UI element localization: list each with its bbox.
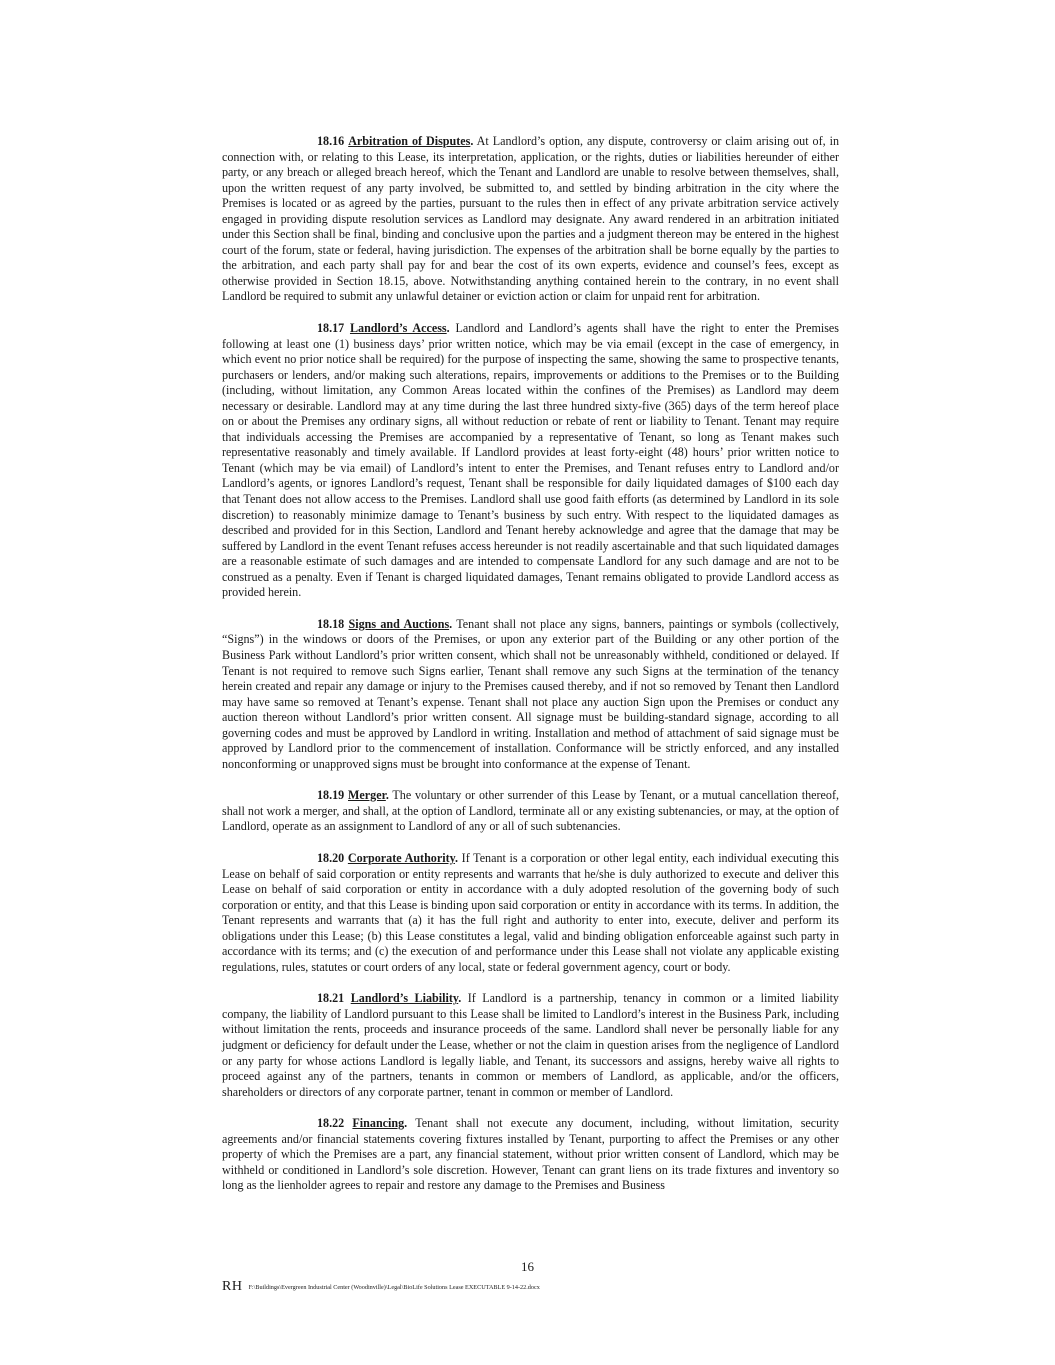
footer-file-path: F:\Buildings\Evergreen Industrial Center (Woodinville)\Legal\BioLife Solutions Lease EXECUTABLE 9-14-22.docx <box>248 1284 540 1291</box>
section-text: Tenant shall not execute any document, including, without limitation, security agreements and/or financial statements covering fixtures installed by Tenant, purporting to affect the Premises or any other property of which the Premises are a part, any financial statement, without prior written consent of Landlord, which may be withheld or conditioned in Landlord’s sole discretion. However, Tenant can grant liens on its trade fixtures and inventory so long as the lienholder agrees to repair and restore any damage to the Premises and Business <box>222 1116 840 1193</box>
section-number: 18.17 <box>317 321 345 336</box>
section-text: Landlord and Landlord’s agents shall have the right to enter the Premises following at least one (1) business days’ prior written notice, which may be via email (except in the case of emergency, in which event no prior notice shall be required) for the purpose of inspecting the same, showing the same to prospective tenants, purchasers or lenders, and/or making such alterations, repairs, improvements or additions to the Premises or to the Building (including, without limitation, any Common Areas located within the confines of the Premises) as Landlord may deem necessary or desirable. Landlord may at any time during the last three hundred sixty-five (365) days of the term hereof place on or about the Premises any ordinary signs, all without reduction or rebate of rent or liability to Tenant. Tenant may require that individuals accessing the Premises are accompanied by a representative of Tenant, so long as Tenant makes such representative reasonably and timely available. If Landlord provides at least forty-eight (48) hours’ prior written notice to Tenant (which may be via email) of Landlord’s intent to enter the Premises, and Tenant refuses entry to Landlord and/or Landlord’s agents, or ignores Landlord’s request, Tenant shall be responsible for daily liquidated damages of $100 each day that Tenant does not allow access to the Premises. Landlord shall use good faith efforts (as determined by Landlord in its sole discretion) to reasonably minimize damage to Tenant’s business by such entry. With respect to the liquidated damages as described and provided for in this Section, Landlord and Tenant hereby acknowledge and agree that the damage that may be suffered by Landlord in the event Tenant refuses access hereunder is not readily ascertainable and that such liquidated damages are a reasonable estimate of such damages and are intended to compensate Landlord for any such damage and are not to be construed as a penalty. Even if Tenant is charged liquidated damages, Tenant remains obligated to provide Landlord access as provided herein. <box>222 321 839 600</box>
section-number: 18.16 <box>317 134 345 148</box>
section-text: At Landlord’s option, any dispute, controversy or claim arising out of, in connection with, or relating to this Lease, its interpretation, application, or the rights, duties or liabilities hereunder of either party, or any breach or alleged breach hereof, which the Tenant and Landlord are unable to resolve between themselves, shall, upon the written request of any party involved, be submitted to, and settled by binding arbitration in the city where the Premises is located or as agreed by the parties, pursuant to the rules then in effect of any private arbitration service actively engaged in providing dispute resolution services as Landlord may designate. Any award rendered in an arbitration initiated under this Section shall be final, binding and conclusive upon the parties and a judgment thereon may be entered in the highest court of the forum, state or federal, having jurisdiction. The expenses of the arbitration shall be borne equally by the parties to the arbitration, and each party shall pay for and bear the cost of its own experts, evidence and counsel’s fees, except as otherwise provided in Section 18.15, above. Notwithstanding anything contained herein to the contrary, in no event shall Landlord be required to submit any unlawful detainer or eviction action or claim for unpaid rent for arbitration. <box>222 134 840 304</box>
section-heading: Arbitration of Disputes <box>348 134 471 148</box>
section-18-17: 18.17 Landlord’s Access. Landlord and Landlord’s agents shall have the right to enter the Premises following at least one (1) business days’ prior written notice, which may be via email (except in the case of emergency, in which event no prior notice shall be required) for the purpose of inspecting the same, showing the same to prospective tenants, purchasers or lenders, and/or making such alterations, repairs, improvements or additions to the Premises or to the Building (including, without limitation, any Common Areas located within the confines of the Premises) as Landlord may deem necessary or desirable. Landlord may at any time during the last three hundred sixty-five (365) days of the term hereof place on or about the Premises any ordinary signs, all without reduction or rebate of rent or liability to Tenant. Tenant may require that individuals accessing the Premises are accompanied by a representative of Tenant, so long as Tenant makes such representative reasonably and timely available. If Landlord provides at least forty-eight (48) hours’ prior written notice to Tenant (which may be via email) of Landlord’s intent to enter the Premises, and Tenant refuses entry to Landlord and/or Landlord’s agents, or ignores Landlord’s request, Tenant shall be responsible for daily liquidated damages of $100 each day that Tenant does not allow access to the Premises. Landlord shall use good faith efforts (as determined by Landlord in its sole discretion) to reasonably minimize damage to Tenant’s business by such entry. With respect to the liquidated damages as described and provided for in this Section, Landlord and Tenant hereby acknowledge and agree that the damage that may be suffered by Landlord in the event Tenant refuses access hereunder is not readily ascertainable and that such liquidated damages are a reasonable estimate of such damages and are intended to compensate Landlord for any such damage and are not to be construed as a penalty. Even if Tenant is charged liquidated damages, Tenant remains obligated to provide Landlord access as provided herein. <box>222 321 839 600</box>
lease-body <box>222 134 839 1210</box>
section-18-19: 18.19 Merger. The voluntary or other surrender of this Lease by Tenant, or a mutual cancellation thereof, shall not work a merger, and shall, at the option of Landlord, terminate all or any existing subtenancies, or may, at the option of Landlord, operate as an assignment to Landlord of any or all of such subtenancies. <box>222 788 839 834</box>
section-18-18: 18.18 Signs and Auctions. Tenant shall not place any signs, banners, paintings or symbols (collectively, “Signs”) in the windows or doors of the Premises, or upon any exterior part of the Building or any other portion of the Business Park without Landlord’s prior written consent, which shall not be unreasonably withheld, conditioned or delayed. If Tenant is not required to remove such Signs earlier, Tenant shall remove any such Signs at the termination of the tenancy herein created and repair any damage or injury to the Premises caused thereby, and if not so removed by Tenant then Landlord may have same so removed at Tenant’s expense. Tenant shall not place any auction Sign upon the Premises or conduct any auction thereon without Landlord’s prior written consent. All signage must be building-standard signage, according to all governing codes and must be approved by Landlord in writing. Installation and method of attachment of said signage must be approved by Landlord prior to the commencement of installation. Conformance will be strictly enforced, and any installed nonconforming or unapproved signs must be brought into conformance at the expense of Tenant. <box>222 616 839 771</box>
section-heading: Merger <box>348 788 386 803</box>
section-number: 18.21 <box>317 991 345 1006</box>
section-number: 18.22 <box>317 1116 345 1131</box>
section-number: 18.20 <box>317 850 345 865</box>
section-text: If Landlord is a partnership, tenancy in common or a limited liability company, the liability of Landlord pursuant to this Lease shall be limited to Landlord’s interest in the Business Park, including without limitation the rents, proceeds and insurance proceeds of the same. Landlord shall never be personally liable for any judgment or deficiency for default under the Lease, whether or not the claim in question arises from the negligence of Landlord or any party for whose actions Landlord is legally liable, and Tenant, its successors and assigns, hereby waive all rights to proceed against any of the partners, tenants in common or members of Landlord, as applicable, and/or the officers, shareholders or directors of any corporate partner, tenant in common or member of Landlord. <box>222 991 839 1099</box>
page-number: 16 <box>521 1259 534 1274</box>
section-heading: Signs and Auctions <box>348 616 450 631</box>
section-heading: Landlord’s Liability <box>350 991 459 1006</box>
section-heading: Financing <box>352 1116 405 1131</box>
footer-initials: RH <box>222 1279 243 1294</box>
section-text: Tenant shall not place any signs, banners, paintings or symbols (collectively, “Signs”) in the windows or doors of the Premises, or upon any exterior part of the Building or any other portion of the Business Park without Landlord’s prior written consent, which shall not be unreasonably withheld, conditioned or delayed. If Tenant is not required to remove such Signs earlier, Tenant shall remove any such Signs at the termination of the tenancy herein created and repair any damage or injury to the Premises caused thereby, and if not so removed by Tenant then Landlord may have same so removed at Tenant’s expense. Tenant shall not place any auction Sign upon the Premises or conduct any auction thereon without Landlord’s prior written consent. All signage must be building-standard signage, according to all governing codes and must be approved by Landlord in writing. Installation and method of attachment of said signage must be approved by Landlord prior to the commencement of installation. Conformance will be strictly enforced, and any installed nonconforming or unapproved signs must be brought into conformance at the expense of Tenant. <box>222 616 839 771</box>
section-text: If Tenant is a corporation or other legal entity, each individual executing this Lease on behalf of said corporation or entity represents and warrants that he/she is duly authorized to execute and deliver this Lease on behalf of said corporation or entity in accordance with a duly adopted resolution of the governing body of such corporation or entity, and that this Lease is binding upon said corporation or entity in accordance with its terms. In addition, the Tenant represents and warrants that (a) it has the full right and authority to enter into, execute, deliver and perform its obligations under this Lease; (b) this Lease constitutes a legal, valid and binding obligation enforceable against such party in accordance with its terms; and (c) the execution of and performance under this Lease shall not violate any applicable existing regulations, rules, statutes or court orders of any local, state or federal government agency, court or body. <box>222 850 840 974</box>
section-18-16: 18.16 Arbitration of Disputes. At Landlord’s option, any dispute, controversy or claim arising out of, in connection with, or relating to this Lease, its interpretation, application, or the rights, duties or liabilities hereunder of either party, or any breach or alleged breach hereof, which the Tenant and Landlord are unable to resolve between themselves, shall, upon the written request of any party involved, be submitted to, and settled by binding arbitration in the city where the Premises is located or as agreed by the parties, pursuant to the rules then in effect of any private arbitration service actively engaged in providing dispute resolution services as Landlord may designate. Any award rendered in an arbitration initiated under this Section shall be final, binding and conclusive upon the parties and a judgment thereon may be entered in the highest court of the forum, state or federal, having jurisdiction. The expenses of the arbitration shall be borne equally by the parties to the arbitration, and each party shall pay for and bear the cost of its own experts, evidence and counsel’s fees, except as otherwise provided in Section 18.15, above. Notwithstanding anything contained herein to the contrary, in no event shall Landlord be required to submit any unlawful detainer or eviction action or claim for unpaid rent for arbitration. <box>222 134 840 304</box>
section-18-21: 18.21 Landlord’s Liability. If Landlord is a partnership, tenancy in common or a limited liability company, the liability of Landlord pursuant to this Lease shall be limited to Landlord’s interest in the Business Park, including without limitation the rents, proceeds and insurance proceeds of the same. Landlord shall never be personally liable for any judgment or deficiency for default under the Lease, whether or not the claim in question arises from the negligence of Landlord or any party for whose actions Landlord is legally liable, and Tenant, its successors and assigns, hereby waive all rights to proceed against any of the partners, tenants in common or members of Landlord, as applicable, and/or the officers, shareholders or directors of any corporate partner, tenant in common or member of Landlord. <box>222 991 839 1099</box>
section-number: 18.18 <box>317 616 345 631</box>
section-18-20: 18.20 Corporate Authority. If Tenant is a corporation or other legal entity, each individual executing this Lease on behalf of said corporation or entity represents and warrants that he/she is duly authorized to execute and deliver this Lease on behalf of said corporation or entity in accordance with a duly adopted resolution of the governing body of such corporation or entity, and that this Lease is binding upon said corporation or entity in accordance with its terms. In addition, the Tenant represents and warrants that (a) it has the full right and authority to enter into, execute, deliver and perform its obligations under this Lease; (b) this Lease constitutes a legal, valid and binding obligation enforceable against such party in accordance with its terms; and (c) the execution of and performance under this Lease shall not violate any applicable existing regulations, rules, statutes or court orders of any local, state or federal government agency, court or body. <box>222 850 840 974</box>
section-heading: Landlord’s Access <box>349 321 447 336</box>
section-text: The voluntary or other surrender of this Lease by Tenant, or a mutual cancellation thereof, shall not work a merger, and shall, at the option of Landlord, terminate all or any existing subtenancies, or may, at the option of Landlord, operate as an assignment to Landlord of any or all of such subtenancies. <box>222 788 839 834</box>
page-footer <box>222 1277 540 1295</box>
section-heading: Corporate Authority <box>347 850 455 865</box>
section-number: 18.19 <box>317 788 345 803</box>
section-18-22: 18.22 Financing. Tenant shall not execute any document, including, without limitation, security agreements and/or financial statements covering fixtures installed by Tenant, purporting to affect the Premises or any other property of which the Premises are a part, any financial statement, without prior written consent of Landlord, which may be withheld or conditioned in Landlord’s sole discretion. However, Tenant can grant liens on its trade fixtures and inventory so long as the lienholder agrees to repair and restore any damage to the Premises and Business <box>222 1116 840 1193</box>
